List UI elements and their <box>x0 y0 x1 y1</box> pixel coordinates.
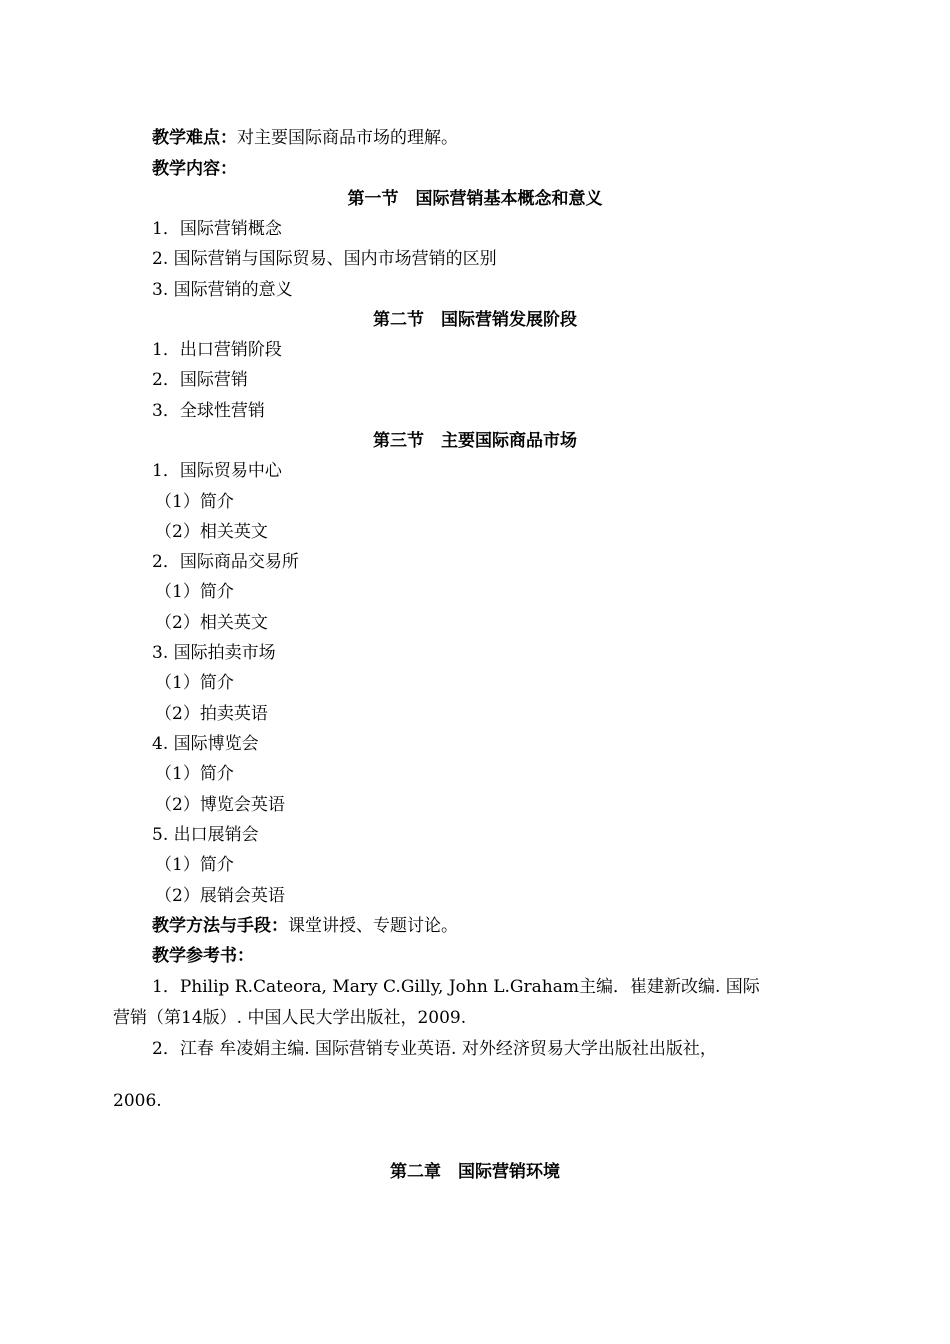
section-1-title: 第一节 国际营销基本概念和意义 <box>347 189 603 209</box>
section-1-item: 3. 国际营销的意义 <box>152 280 293 300</box>
section-3-item: 3. 国际拍卖市场 <box>152 643 276 663</box>
section-3-item: 4. 国际博览会 <box>152 734 259 754</box>
section-3-subitem: （1）简介 <box>155 673 234 693</box>
teaching-content-label: 教学内容： <box>152 159 237 179</box>
section-1-item: 1．国际营销概念 <box>152 219 282 239</box>
section-3-item: 5. 出口展销会 <box>152 825 259 845</box>
section-3-subitem: （2）相关英文 <box>155 522 268 542</box>
section-3-subitem: （1）简介 <box>155 582 234 602</box>
teaching-difficulty <box>152 128 458 148</box>
reference-1-line-2: 营销（第14版）. 中国人民大学出版社，2009. <box>113 1008 467 1028</box>
section-3-subitem: （2）相关英文 <box>155 613 268 633</box>
teaching-methods-text: 课堂讲授、专题讨论。 <box>288 916 458 936</box>
section-3-item: 1．国际贸易中心 <box>152 461 282 481</box>
teaching-methods-label: 教学方法与手段： <box>152 916 288 936</box>
section-1-item: 2. 国际营销与国际贸易、国内市场营销的区别 <box>152 249 497 269</box>
reference-1-line-1: 1．Philip R.Cateora, Mary C.Gilly, John L.Graham主编．崔建新改编. 国际 <box>152 977 760 997</box>
section-2-item: 3．全球性营销 <box>152 401 265 421</box>
section-2-item: 1．出口营销阶段 <box>152 340 282 360</box>
section-2-title: 第二节 国际营销发展阶段 <box>373 310 577 330</box>
section-3-subitem: （2）展销会英语 <box>155 886 285 906</box>
chapter-2-title: 第二章 国际营销环境 <box>390 1162 560 1182</box>
section-3-subitem: （1）简介 <box>155 855 234 875</box>
section-2-item: 2．国际营销 <box>152 370 248 390</box>
section-3-subitem: （1）简介 <box>155 492 234 512</box>
teaching-difficulty-text: 对主要国际商品市场的理解。 <box>237 128 458 148</box>
teaching-methods <box>152 916 458 936</box>
section-3-item: 2．国际商品交易所 <box>152 552 299 572</box>
teaching-difficulty-label: 教学难点： <box>152 128 237 148</box>
section-3-subitem: （2）博览会英语 <box>155 795 285 815</box>
section-3-subitem: （1）简介 <box>155 764 234 784</box>
reference-2-line-2: 2006. <box>113 1091 162 1111</box>
section-3-subitem: （2）拍卖英语 <box>155 704 268 724</box>
reference-2-line-1: 2．江春 牟凌娟主编. 国际营销专业英语. 对外经济贸易大学出版社出版社， <box>152 1039 717 1059</box>
section-3-title: 第三节 主要国际商品市场 <box>373 431 577 451</box>
references-label: 教学参考书： <box>152 946 254 966</box>
